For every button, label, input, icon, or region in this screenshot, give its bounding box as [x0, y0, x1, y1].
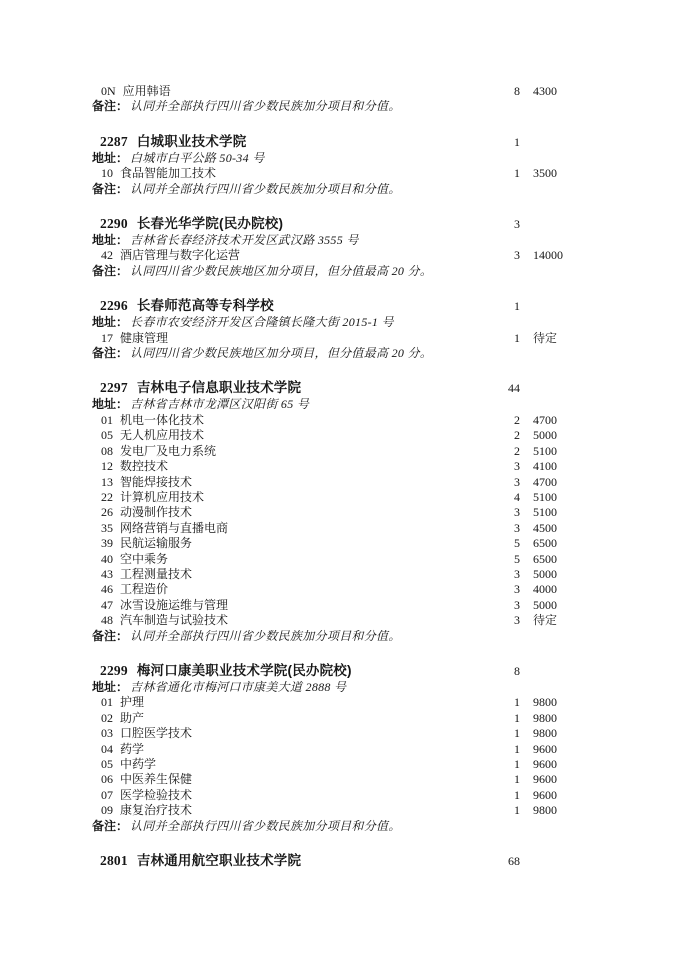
major-name: 机电一体化技术: [120, 412, 205, 427]
major-fee: 14000: [533, 248, 563, 263]
major-code: 46: [101, 582, 113, 597]
major-title: [92, 166, 484, 181]
major-quota: 4: [514, 489, 520, 504]
major-quota: 1: [514, 803, 520, 818]
majors-list: [92, 166, 570, 181]
college-code: 2801: [100, 853, 128, 869]
major-name: 网络营销与直播电商: [120, 520, 229, 535]
college-name: 吉林通用航空职业技术学院: [136, 853, 302, 869]
note-label: 备注：: [92, 628, 129, 643]
major-name: 数控技术: [120, 459, 169, 474]
major-row: [92, 788, 570, 803]
college-code: 2287: [100, 133, 128, 149]
major-fee: 5100: [533, 489, 557, 504]
note-row: [92, 819, 570, 834]
major-row: [92, 567, 570, 582]
address-value: 吉林省吉林市龙潭区汉阳街 65 号: [130, 397, 310, 412]
major-title: [92, 711, 484, 726]
note-line: [92, 346, 570, 361]
note-label: 备注：: [92, 181, 129, 196]
college-block: [92, 852, 570, 870]
major-title: [92, 505, 484, 520]
major-code: 07: [101, 787, 113, 802]
major-code: 13: [101, 474, 113, 489]
major-name: 无人机应用技术: [120, 428, 205, 443]
major-row: [92, 598, 570, 613]
college-title: [92, 215, 484, 232]
major-name: 药学: [120, 741, 145, 756]
college-total-quota: 1: [514, 299, 520, 314]
college-block: [92, 379, 570, 644]
major-title: [92, 598, 484, 613]
college-header-row: [92, 852, 570, 870]
college-code: 2296: [100, 298, 128, 314]
major-row: [92, 726, 570, 741]
major-quota: 1: [514, 741, 520, 756]
major-name: 医学检验技术: [120, 787, 193, 802]
major-fee: 5100: [533, 443, 557, 458]
major-title: [92, 475, 484, 490]
major-name: 康复治疗技术: [120, 803, 193, 818]
major-quota: 1: [514, 772, 520, 787]
major-name: 动漫制作技术: [120, 505, 193, 520]
major-row: [92, 742, 570, 757]
address-label: 地址：: [92, 679, 129, 694]
address-row: [92, 233, 570, 248]
address-label: 地址：: [92, 150, 129, 165]
major-code: 47: [101, 597, 113, 612]
major-quota: 5: [514, 551, 520, 566]
major-title: [92, 444, 484, 459]
major-fee: 9600: [533, 787, 557, 802]
major-fee: 4100: [533, 459, 557, 474]
address-line: [92, 233, 570, 248]
major-code: 39: [101, 536, 113, 551]
major-code: 08: [101, 443, 113, 458]
major-code: 48: [101, 613, 113, 628]
major-code: 43: [101, 566, 113, 581]
major-name: 中医养生保健: [120, 772, 193, 787]
major-quota: 2: [514, 412, 520, 427]
address-line: [92, 151, 570, 166]
college-total-quota: 68: [508, 854, 520, 869]
note-row: [92, 264, 570, 279]
note-line: [92, 182, 570, 197]
major-title: [92, 459, 484, 474]
major-quota: 1: [514, 787, 520, 802]
college-title: [92, 297, 484, 314]
major-row: [92, 757, 570, 772]
note-value: 认同四川省少数民族地区加分项目，但分值最高 20 分。: [130, 263, 433, 278]
major-title: [92, 428, 484, 443]
major-code: 35: [101, 520, 113, 535]
major-code: 03: [101, 726, 113, 741]
major-code: 12: [101, 459, 113, 474]
address-row: [92, 151, 570, 166]
major-row: [92, 521, 570, 536]
address-line: [92, 397, 570, 412]
major-name: 空中乘务: [120, 551, 169, 566]
major-fee: 9800: [533, 803, 557, 818]
address-value: 长春市农安经济开发区合隆镇长隆大街 2015-1 号: [130, 315, 394, 330]
major-code: 09: [101, 803, 113, 818]
major-title: [92, 490, 484, 505]
major-title: [92, 772, 484, 787]
major-quota: 3: [514, 248, 520, 263]
major-name: 民航运输服务: [120, 536, 193, 551]
address-label: 地址：: [92, 233, 129, 248]
major-title: [92, 803, 484, 818]
note-value: 认同四川省少数民族地区加分项目，但分值最高 20 分。: [130, 346, 433, 361]
major-fee: 5100: [533, 505, 557, 520]
major-row: [92, 772, 570, 787]
major-row: [92, 536, 570, 551]
major-name: 口腔医学技术: [120, 726, 193, 741]
major-name: 助产: [120, 710, 145, 725]
major-fee: 4500: [533, 520, 557, 535]
major-quota: 1: [514, 710, 520, 725]
address-value: 白城市白平公路 50-34 号: [130, 150, 265, 165]
major-quota: 3: [514, 582, 520, 597]
major-fee: 待定: [533, 613, 558, 628]
major-quota: 2: [514, 428, 520, 443]
note-line: [92, 629, 570, 644]
college-name: 长春师范高等专科学校: [136, 298, 274, 314]
major-title: [92, 552, 484, 567]
major-fee: 5000: [533, 428, 557, 443]
major-quota: 1: [514, 330, 520, 345]
major-name: 应用韩语: [122, 84, 171, 98]
major-code: 17: [101, 330, 113, 345]
major-title: [92, 726, 484, 741]
major-fee: 6500: [533, 551, 557, 566]
major-title: [92, 742, 484, 757]
major-quota: 3: [514, 520, 520, 535]
major-title: [92, 536, 484, 551]
college-header-row: [92, 215, 570, 233]
major-fee: 5000: [533, 597, 557, 612]
major-quota: 3: [514, 613, 520, 628]
note-row: [92, 346, 570, 361]
college-header-row: [92, 379, 570, 397]
major-code: 10: [101, 166, 113, 181]
major-quota: 1: [514, 726, 520, 741]
note-row: [92, 629, 570, 644]
majors-list: [92, 413, 570, 629]
major-row: [92, 444, 570, 459]
note-row: [92, 182, 570, 197]
college-block: [92, 297, 570, 361]
major-quota: 3: [514, 597, 520, 612]
major-quota: 5: [514, 536, 520, 551]
major-row: [92, 613, 570, 628]
major-fee: 6500: [533, 536, 557, 551]
major-name: 汽车制造与试验技术: [120, 613, 229, 628]
major-code: 40: [101, 551, 113, 566]
major-row: [92, 505, 570, 520]
major-code: 02: [101, 710, 113, 725]
major-fee: 9800: [533, 695, 557, 710]
note-row: [92, 99, 570, 114]
major-quota: 3: [514, 474, 520, 489]
major-fee: 9800: [533, 726, 557, 741]
major-name: 发电厂及电力系统: [120, 443, 217, 458]
majors-list: [92, 331, 570, 346]
major-title: [92, 757, 484, 772]
major-name: 酒店管理与数字化运营: [120, 248, 241, 263]
major-fee: 9800: [533, 710, 557, 725]
major-row: [92, 803, 570, 818]
major-row: [92, 248, 570, 263]
note-value: 认同并全部执行四川省少数民族加分项目和分值。: [130, 181, 401, 196]
major-row: [92, 428, 570, 443]
major-name: 工程测量技术: [120, 566, 193, 581]
major-fee: 4000: [533, 582, 557, 597]
major-code: 04: [101, 741, 113, 756]
major-name: 计算机应用技术: [120, 489, 205, 504]
major-name: 护理: [120, 695, 145, 710]
major-fee: 9600: [533, 741, 557, 756]
major-code: 01: [101, 695, 113, 710]
college-name: 吉林电子信息职业技术学院: [136, 380, 302, 396]
note-value: 认同并全部执行四川省少数民族加分项目和分值。: [130, 818, 401, 833]
major-quota: 1: [514, 695, 520, 710]
majors-list: [92, 248, 570, 263]
major-row: [92, 84, 570, 99]
note-label: 备注：: [92, 346, 129, 361]
major-title: [92, 248, 484, 263]
major-fee: 4300: [533, 84, 557, 98]
major-row: [92, 459, 570, 474]
college-total-quota: 8: [514, 663, 520, 678]
note-line: [92, 99, 570, 114]
major-row: [92, 695, 570, 710]
major-name: 健康管理: [120, 330, 169, 345]
major-row: [92, 413, 570, 428]
note-label: 备注：: [92, 818, 129, 833]
note-label: 备注：: [92, 263, 129, 278]
college-header-row: [92, 133, 570, 151]
major-row: [92, 582, 570, 597]
major-fee: 9600: [533, 757, 557, 771]
college-title: [92, 379, 484, 396]
major-row: [92, 552, 570, 567]
document-content: [92, 84, 570, 870]
major-quota: 1: [514, 166, 520, 181]
college-block: [92, 215, 570, 279]
note-line: [92, 264, 570, 279]
college-name: 白城职业技术学院: [136, 133, 247, 149]
major-name: 中药学: [120, 757, 157, 771]
college-title: [92, 133, 484, 150]
address-value: 吉林省通化市梅河口市康美大道 2888 号: [130, 679, 347, 694]
majors-list: [92, 695, 570, 818]
college-blocks: [92, 133, 570, 870]
major-title: [92, 413, 484, 428]
major-name: 工程造价: [120, 582, 169, 597]
address-row: [92, 315, 570, 330]
major-row: [92, 166, 570, 181]
major-code: 26: [101, 505, 113, 520]
major-fee: 5000: [533, 566, 557, 581]
college-title: [92, 852, 484, 869]
college-total-quota: 44: [508, 381, 520, 396]
major-code: 05: [101, 428, 113, 443]
address-label: 地址：: [92, 397, 129, 412]
college-header-row: [92, 662, 570, 680]
major-fee: 待定: [533, 330, 558, 345]
college-total-quota: 1: [514, 134, 520, 149]
major-row: [92, 711, 570, 726]
major-title: [92, 331, 484, 346]
major-quota: 1: [514, 757, 520, 771]
address-line: [92, 680, 570, 695]
major-quota: 3: [514, 566, 520, 581]
major-quota: 2: [514, 443, 520, 458]
major-quota: 3: [514, 459, 520, 474]
college-name: 长春光华学院(民办院校): [136, 216, 284, 232]
major-title: [92, 788, 484, 803]
college-block: [92, 662, 570, 834]
college-total-quota: 3: [514, 217, 520, 232]
major-title: [92, 567, 484, 582]
major-title: [92, 695, 484, 710]
college-header-row: [92, 297, 570, 315]
major-quota: 3: [514, 505, 520, 520]
address-label: 地址：: [92, 315, 129, 330]
college-code: 2290: [100, 216, 128, 232]
college-name: 梅河口康美职业技术学院(民办院校): [136, 662, 352, 678]
major-row: [92, 331, 570, 346]
major-title: [92, 521, 484, 536]
address-value: 吉林省长春经济技术开发区武汉路 3555 号: [130, 233, 359, 248]
major-fee: 3500: [533, 166, 557, 181]
major-code: 0N: [101, 84, 116, 98]
major-row: [92, 475, 570, 490]
address-row: [92, 397, 570, 412]
major-fee: 9600: [533, 772, 557, 787]
major-name: 食品智能加工技术: [120, 166, 217, 181]
major-fee: 4700: [533, 412, 557, 427]
note-value: 认同并全部执行四川省少数民族加分项目和分值。: [130, 99, 401, 114]
note-label: 备注：: [92, 99, 129, 114]
college-code: 2297: [100, 380, 128, 396]
major-title: [92, 84, 484, 99]
address-row: [92, 680, 570, 695]
major-fee: 4700: [533, 474, 557, 489]
major-name: 智能焊接技术: [120, 474, 193, 489]
note-line: [92, 819, 570, 834]
college-code: 2299: [100, 662, 128, 678]
major-title: [92, 613, 484, 628]
note-value: 认同并全部执行四川省少数民族加分项目和分值。: [130, 628, 401, 643]
major-code: 01: [101, 412, 113, 427]
major-code: 05: [101, 757, 113, 771]
major-code: 42: [101, 248, 113, 263]
major-quota: 8: [514, 84, 520, 98]
college-block: [92, 133, 570, 197]
college-block-partial: [92, 84, 570, 115]
college-title: [92, 662, 484, 679]
major-row: [92, 490, 570, 505]
major-code: 22: [101, 489, 113, 504]
address-line: [92, 315, 570, 330]
major-code: 06: [101, 772, 113, 787]
major-title: [92, 582, 484, 597]
major-name: 冰雪设施运维与管理: [120, 597, 229, 612]
